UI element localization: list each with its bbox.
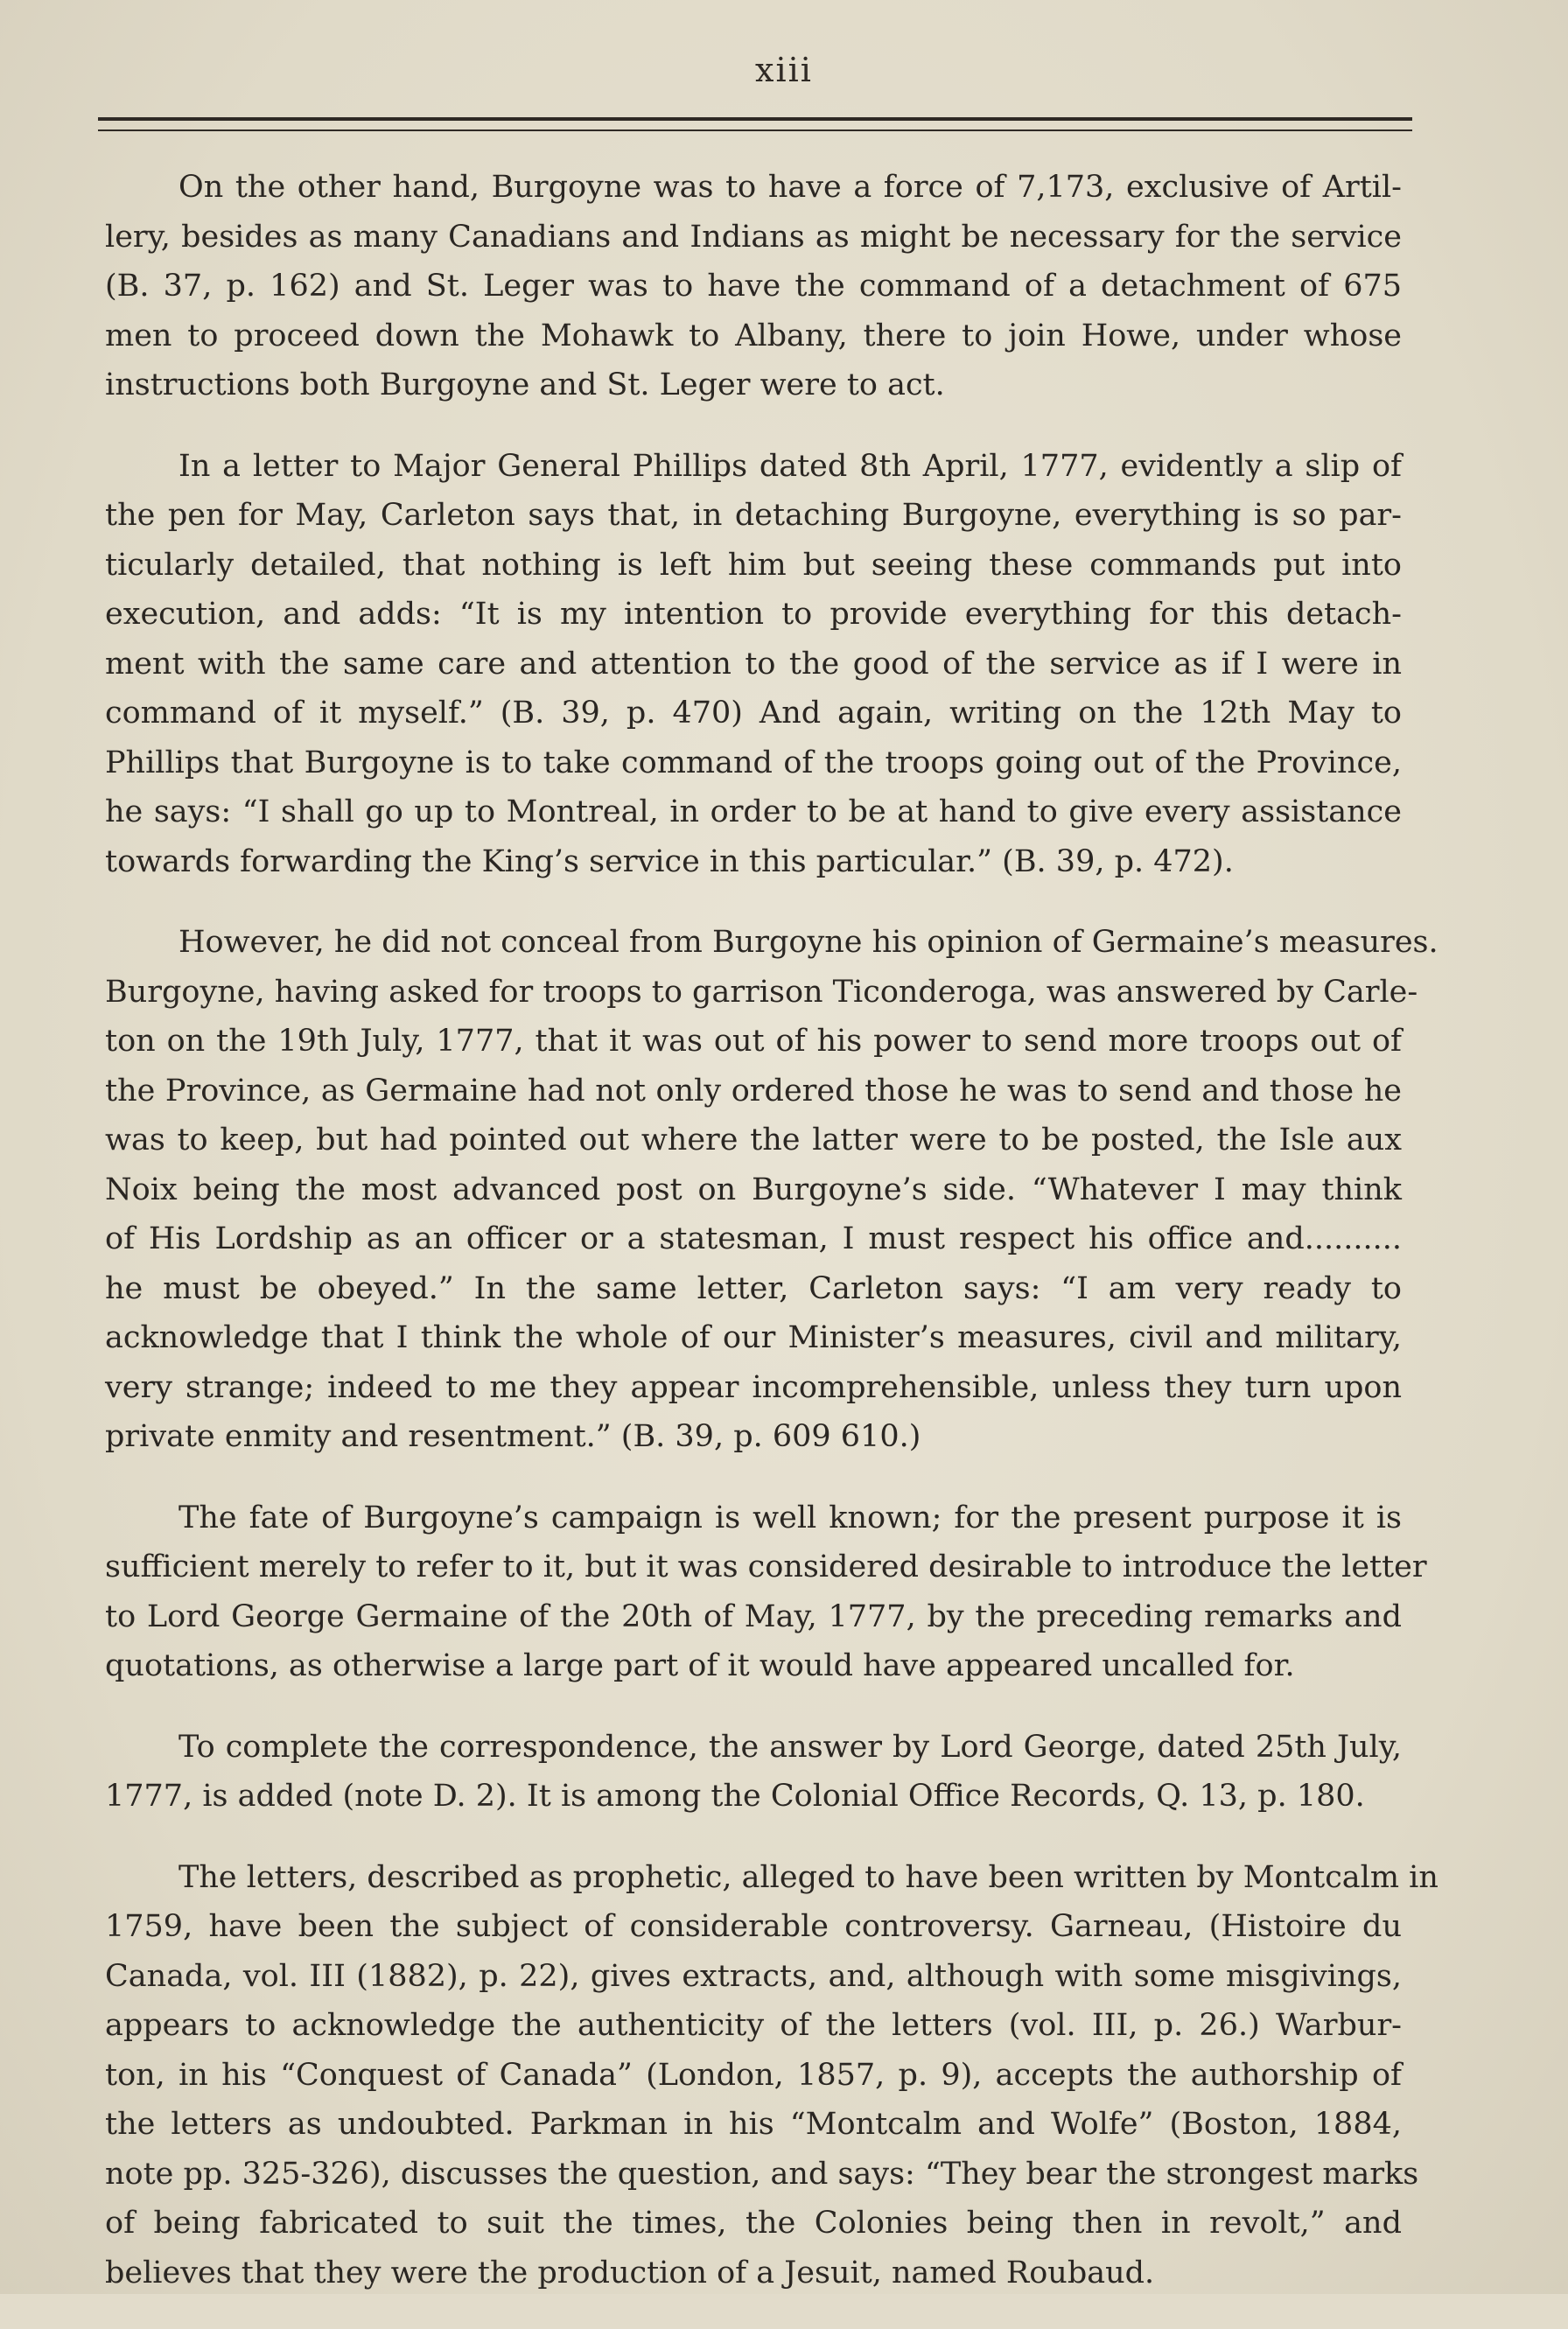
text-line: the Province, as Germaine had not only ordered those he was to send and those he [105,1073,1402,1109]
text-line: acknowledge that I think the whole of our Minister’s measures, civil and military, [105,1320,1402,1355]
paragraph [105,442,1402,887]
text-line: the pen for May, Carleton says that, in detaching Burgoyne, everything is so par- [105,498,1402,533]
paragraph [105,1493,1427,1691]
text-line: to Lord George Germaine of the 20th of May, 1777, by the preceding remarks and [105,1598,1402,1634]
text-line: The letters, described as prophetic, alleged to have been written by Montcalm in [178,1859,1438,1895]
header-rule-thin [98,129,1412,131]
text-line: he says: “I shall go up to Montreal, in order to be at hand to give every assistance [105,794,1402,829]
text-line: Phillips that Burgoyne is to take command of the troops going out of the Province, [105,745,1402,780]
text-line: (B. 37, p. 162) and St. Leger was to have the command of a detachment of 675 [105,269,1402,304]
text-line: Burgoyne, having asked for troops to garrison Ticonderoga, was answered by Carle- [105,974,1418,1010]
text-line: towards forwarding the King’s service in this particular.” (B. 39, p. 472). [105,843,1234,879]
body-text [105,163,1438,2329]
text-line: Canada, vol. III (1882), p. 22), gives extracts, and, although with some misgivings, [105,1958,1402,1994]
text-line: sufficient merely to refer to it, but it was considered desirable to introduce the letter [105,1549,1427,1584]
text-line: private enmity and resentment.” (B. 39, p. 609 610.) [105,1419,921,1454]
text-line: of being fabricated to suit the times, the Colonies being then in revolt,” and [105,2206,1402,2241]
text-line: the letters as undoubted. Parkman in his “Montcalm and Wolfe” (Boston, 1884, [105,2107,1402,2142]
text-line: On the other hand, Burgoyne was to have a force of 7,173, exclusive of Artil- [178,170,1402,205]
paragraph [105,163,1402,410]
text-line: appears to acknowledge the authenticity of the letters (vol. III, p. 26.) Warbur- [105,2008,1402,2043]
text-line: ton, in his “Conquest of Canada” (London, 1857, p. 9), accepts the authorship of [105,2057,1402,2093]
text-line: ton on the 19th July, 1777, that it was out of his power to send more troops out of [105,1024,1402,1059]
text-line: To complete the correspondence, the answer by Lord George, dated 25th July, [178,1729,1402,1765]
text-line: lery, besides as many Canadians and Indians as might be necessary for the service [105,219,1402,255]
text-line: believes that they were the production of a Jesuit, named Roubaud. [105,2255,1155,2291]
paragraph [105,1853,1438,2298]
text-line: Noix being the most advanced post on Burgoyne’s side. “Whatever I may think [105,1171,1402,1207]
text-line: The fate of Burgoyne’s campaign is well known; for the present purpose it is [178,1500,1402,1535]
text-line: However, he did not conceal from Burgoyne his opinion of Germaine’s measures. [178,925,1438,960]
text-line: 1777, is added (note D. 2). It is among the Colonial Office Records, Q. 13, p. 180. [105,1779,1365,1814]
text-line: of His Lordship as an officer or a statesman, I must respect his office and.......... [105,1221,1402,1256]
text-line: quotations, as otherwise a large part of it would have appeared uncalled for. [105,1648,1295,1683]
text-line: very strange; indeed to me they appear incomprehensible, unless they turn upon [105,1369,1402,1405]
text-line: 1759, have been the subject of considerable controversy. Garneau, (Histoire du [105,1909,1402,1944]
text-line: command of it myself.” (B. 39, p. 470) And again, writing on the 12th May to [105,696,1402,731]
page-number: xiii [755,51,813,89]
text-line: he must be obeyed.” In the same letter, Carleton says: “I am very ready to [105,1270,1402,1306]
text-line: execution, and adds: “It is my intention to provide everything for this detach- [105,597,1402,632]
paragraph [105,918,1438,1462]
text-line: ticularly detailed, that nothing is left him but seeing these commands put into [105,547,1402,583]
text-line: note pp. 325-326), discusses the question, and says: “They bear the strongest marks [105,2156,1419,2192]
text-line: In a letter to Major General Phillips dated 8th April, 1777, evidently a slip of [178,448,1402,484]
text-line: ment with the same care and attention to the good of the service as if I were in [105,646,1402,682]
text-line: was to keep, but had pointed out where the latter were to be posted, the Isle aux [105,1123,1402,1158]
paragraph [105,1723,1402,1822]
header-rule-thick [98,117,1412,121]
text-line: men to proceed down the Mohawk to Albany, there to join Howe, under whose [105,318,1402,353]
text-line: instructions both Burgoyne and St. Leger were to act. [105,367,945,402]
